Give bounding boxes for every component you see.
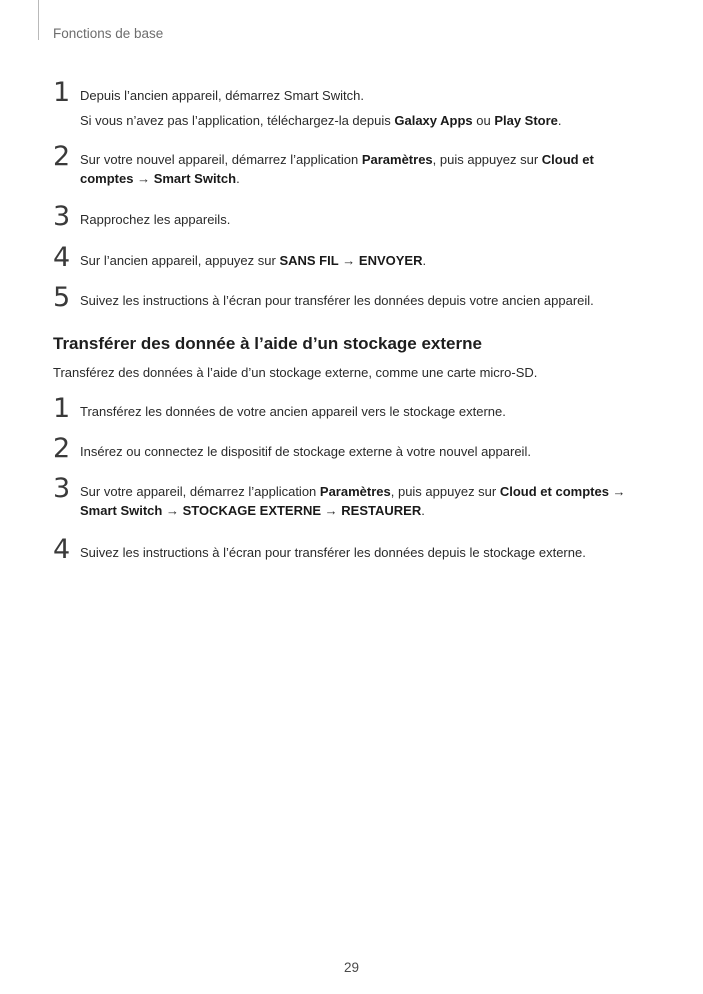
text-run: . [236, 171, 240, 186]
play-store-label: Play Store [494, 113, 558, 128]
step-number: 4 [53, 534, 71, 565]
text-run: . [557, 113, 562, 128]
step-note [80, 111, 640, 130]
step-text: Transférez les données de votre ancien appareil vers le stockage externe. [80, 404, 506, 419]
arrow-icon: → [321, 503, 342, 518]
step-text: Rapprochez les appareils. [80, 212, 231, 227]
step-number: 3 [53, 201, 71, 232]
galaxy-apps-label: Galaxy Apps [394, 113, 473, 128]
step-text [80, 482, 645, 520]
text-run: ou [472, 113, 495, 128]
arrow-icon: → [338, 253, 359, 268]
step-number: 1 [53, 393, 71, 424]
text-run: Sur l’ancien appareil, appuyez sur [80, 253, 280, 268]
text-run: . [422, 253, 427, 268]
sans-fil-label: SANS FIL [279, 253, 339, 268]
text-run: Sur votre appareil, démarrez l’application [80, 484, 320, 499]
cloud-comptes-label: Cloud et comptes [80, 152, 594, 186]
step-text: Suivez les instructions à l’écran pour transférer les données depuis le stockage externe. [80, 545, 586, 560]
step-number: 2 [53, 433, 71, 464]
step-number: 1 [53, 77, 71, 108]
stockage-externe-label: STOCKAGE EXTERNE [182, 503, 322, 518]
text-run: Si vous n’avez pas l’application, téléchargez-la depuis [80, 113, 395, 128]
arrow-icon: → [133, 171, 154, 186]
parametres-label: Paramètres [361, 152, 433, 167]
step-number: 2 [53, 141, 71, 172]
text-run: , puis appuyez sur [390, 484, 500, 499]
running-header: Fonctions de base [53, 26, 164, 41]
section-intro: Transférez des données à l’aide d’un stockage externe, comme une carte micro-SD. [53, 365, 538, 380]
section-heading: Transférer des donnée à l’aide d’un stockage externe [53, 334, 482, 353]
smart-switch-label: Smart Switch [80, 503, 163, 518]
smart-switch-label: Smart Switch [153, 171, 237, 186]
step-text: Insérez ou connectez le dispositif de stockage externe à votre nouvel appareil. [80, 444, 531, 459]
arrow-icon: → [608, 484, 626, 499]
step-line: Depuis l’ancien appareil, démarrez Smart Switch. [80, 88, 364, 103]
step-text [80, 251, 640, 270]
restaurer-label: RESTAURER [341, 503, 422, 518]
arrow-icon: → [162, 503, 183, 518]
cloud-comptes-label: Cloud et comptes [499, 484, 609, 499]
step-text [80, 150, 610, 188]
envoyer-label: ENVOYER [358, 253, 423, 268]
page-number: 29 [343, 960, 360, 975]
text-run: , puis appuyez sur [432, 152, 542, 167]
step-number: 4 [53, 242, 71, 273]
text-run: Sur votre nouvel appareil, démarrez l’application [80, 152, 362, 167]
step-text: Suivez les instructions à l’écran pour transférer les données depuis votre ancien appareil. [80, 293, 594, 308]
step-text [80, 86, 640, 130]
parametres-label: Paramètres [319, 484, 391, 499]
step-number: 5 [53, 282, 71, 313]
header-divider [38, 0, 39, 40]
text-run: . [421, 503, 425, 518]
step-number: 3 [53, 473, 71, 504]
